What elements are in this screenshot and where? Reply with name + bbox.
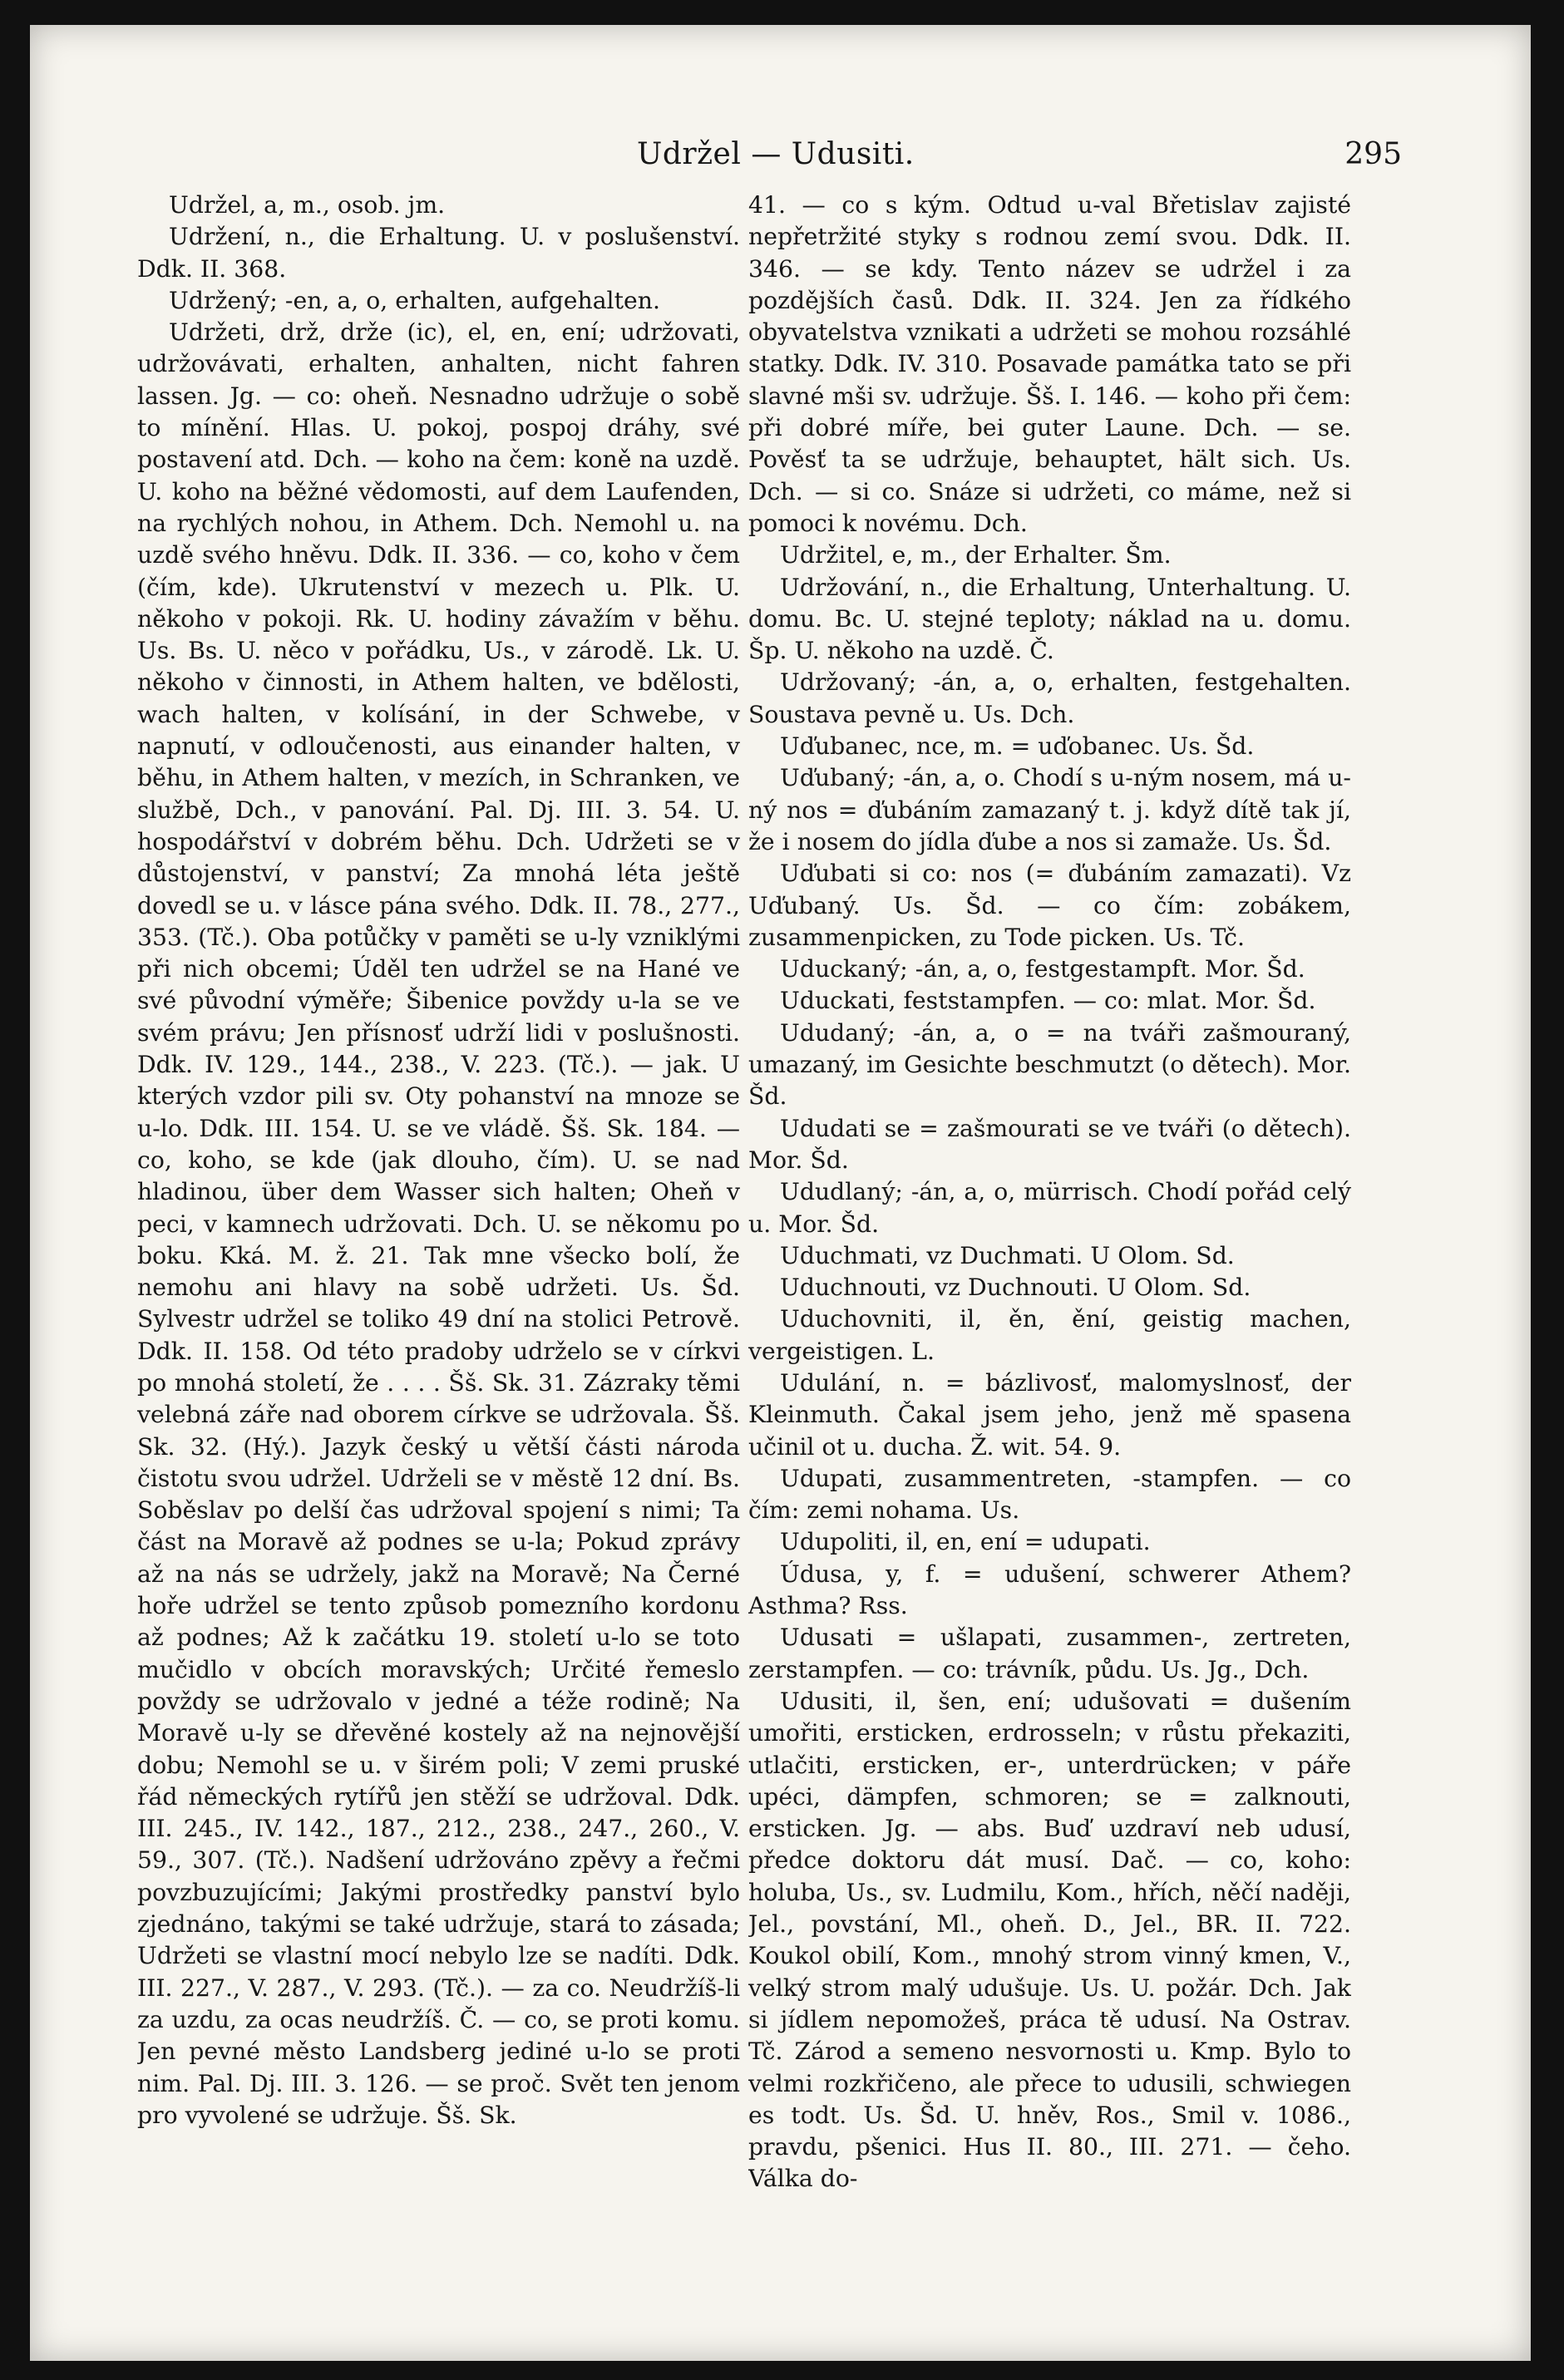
entry-udubany: Uďubaný; -án, a, o. Chodí s u-ným nosem, má u-ný nos = ďubáním zamazaný t. j. když dítě tak jí, že i nosem do jídla ďube a nos si zamaže. Us. Šd. — [748, 764, 1351, 855]
entry-udrzeti-continued: 41. — co s kým. Odtud u-val Břetislav zajisté nepřetržité styky s rodnou zemí svou. Ddk. II. 346. — se kdy. Tento název se udržel i za pozdějších časů. Ddk. II. 324. Jen za řídkého obyvatelstva vznikati a udržeti se mohou rozsáhlé statky. Ddk. IV. 310. Posavade památka tato se při slavné mši sv. udržuje. Šš. I. 146. — koho při čem: při dobré míře, bei guter Laune. Dch. — se. Pověsť ta se udržuje, behauptet, hält sich. Us. Dch. — si co. Snáze si udržeti, co máme, než si pomoci k novému. Dch. — [748, 191, 1351, 537]
entry-udubanec: Uďubanec, nce, m. = uďobanec. Us. Šd. — [780, 732, 1255, 761]
entry-udupoliti: Udupoliti, il, en, ení = udupati. — [780, 1528, 1151, 1556]
entry-uduchnouti: Uduchnouti, vz Duchnouti. U Olom. Sd. — [780, 1274, 1251, 1302]
page-title: Udržel — Udusiti. — [637, 137, 915, 171]
entry-udusiti: Udusiti, il, šen, ení; udušovati = dušením umořiti, ersticken, erdrosseln; v růstu překaziti, utlačiti, ersticken, er-, unterdrücken; v páře upéci, dämpfen, schmoren; se = zalknouti, ersticken. Jg. — abs. Buď uzdraví neb udusí, předce doktoru dát musí. Dač. — co, koho: holuba, Us., sv. Ludmilu, Kom., hřích, něčí naději, Jel., povstání, Ml., oheň. D., Jel., BR. II. 722. Koukol obilí, Kom., mnohý strom vinný kmen, V., velký strom malý udušuje. Us. U. požár. Dch. Jak si jídlem nepomožeš, práca tě udusí. Na Ostrav. Tč. Zárod a semeno nesvornosti u. Kmp. Bylo to velmi rozkřičeno, ale přece to udusili, schwiegen es todt. Us. Šd. U. hněv, Ros., Smil v. 1086., pravdu, pšenici. Hus II. 80., III. 271. — čeho. Válka do- — [748, 1687, 1351, 2193]
entry-udrzeny: Udržený; -en, a, o, erhalten, aufgehalten. — [169, 286, 660, 314]
entry-uduchovniti: Uduchovniti, il, ěn, ění, geistig machen, vergeistigen. L. — [748, 1305, 1351, 1365]
entry-udrzovani: Udržování, n., die Erhaltung, Unterhaltung. U. domu. Bc. U. stejné teploty; náklad na u. domu. Šp. U. někoho na uzdě. Č. — [748, 573, 1351, 665]
running-header — [155, 116, 1402, 183]
entry-udrzitel: Udržitel, e, m., der Erhalter. Šm. — [780, 541, 1172, 569]
entry-udusati: Udusati = ušlapati, zusammen-, zertreten, zerstampfen. — co: trávník, půdu. Us. Jg., Dch. — [748, 1624, 1351, 1683]
entry-udrzovany: Udržovaný; -án, a, o, erhalten, festgehalten. Soustava pevně u. Us. Dch. — [748, 668, 1351, 728]
entry-uduckany: Uduckaný; -án, a, o, festgestampft. Mor. Šd. — [780, 955, 1305, 983]
entry-udrzel: Udržel, a, m., osob. jm. — [169, 191, 446, 219]
entry-udusa: Údusa, y, f. = udušení, schwerer Athem? Asthma? Rss. — [748, 1560, 1351, 1620]
entry-ududati: Ududati se = zašmourati se ve tváři (o dětech). Mor. Šd. — [748, 1114, 1351, 1174]
entry-udrzeti: Udržeti, drž, drže (ic), el, en, ení; udržovati, udržovávati, erhalten, anhalten, nicht fahren lassen. Jg. — co: oheň. Nesnadno udržuje o sobě to mínění. Hlas. U. pokoj, pospoj dráhy, své postavení atd. Dch. — koho na čem: koně na uzdě. U. koho na běžné vědomosti, auf dem Laufenden, na rychlých nohou, in Athem. Dch. Nemohl u. na uzdě svého hněvu. Ddk. II. 336. — co, koho v čem (čím, kde). Ukrutenství v mezech u. Plk. U. někoho v pokoji. Rk. U. hodiny závažím v běhu. Us. Bs. U. něco v pořádku, Us., v zárodě. Lk. U. někoho v činnosti, in Athem halten, ve bdělosti, wach halten, v kolísání, in der Schwebe, v napnutí, v odloučenosti, aus einander halten, v běhu, in Athem halten, v mezích, in Schranken, ve službě, Dch., v panování. Pal. Dj. III. 3. 54. U. hospodářství v dobrém běhu. Dch. Udržeti se v důstojenství, v panství; Za mnohá léta ještě dovedl se u. v lásce pána svého. Ddk. II. 78., 277., 353. (Tč.). Oba potůčky v paměti se u-ly vzniklými při nich obcemi; Úděl ten udržel se na Hané ve své původní výměře; Šibenice povždy u-la se ve svém právu; Jen přísnosť udrží lidi v poslušnosti. Ddk. IV. 129., 144., 238., V. 223. (Tč.). — jak. U kterých vzdor pili sv. Oty pohanství na mnoze se u-lo. Ddk. III. 154. U. se ve vládě. Šš. Sk. 184. — co, koho, se kde (jak dlouho, čím). U. se nad hladinou, über dem Wasser sich halten; Oheň v peci, v kamnech udržovati. Dch. U. se někomu po boku. Kká. M. ž. 21. Tak mne všecko bolí, že nemohu ani hlavy na sobě udržeti. Us. Šd. Sylvestr udržel se toliko 49 dní na stolici Petrově. Ddk. II. 158. Od této pradoby udrželo se v církvi po mnohá století, že . . . . Šš. Sk. 31. Zázraky těmi velebná záře nad oborem církve se udržovala. Šš. Sk. 32. (Hý.). Jazyk český u větší části národa čistotu svou udržel. Udrželi se v městě 12 dní. Bs. Soběslav po delší čas udržoval spojení s nimi; Ta část na Moravě až podnes se u-la; Pokud zprávy až na nás se udržely, jakž na Moravě; Na Černé hoře udržel se tento způsob pomezního kordonu až podnes; Až k začátku 19. století u-lo se toto mučidlo v obcích moravských; Určité řemeslo povždy se udržovalo v jedné a téže rodině; Na Moravě u-ly se dřevěné kostely až na nejnovější dobu; Nemohl se u. v širém poli; V zemi pruské řád německých rytířů jen stěží se udržoval. Ddk. III. 245., IV. 142., 187., 212., 238., 247., 260., V. 59., 307. (Tč.). Nadšení udržováno zpěvy a řečmi povzbuzujícími; Jakými prostředky panství bylo zjednáno, takými se také udržuje, stará to zásada; Udržeti se vlastní mocí nebylo lze se nadíti. Ddk. III. 227., V. 287., V. 293. (Tč.). — za co. Neudržíš-li za uzdu, za ocas neudržíš. Č. — co, se proti komu. Jen pevné město Landsberg jediné u-lo se proti nim. Pal. Dj. III. 3. 126. — se proč. Svět ten jenom pro vyvolené se udržuje. Šš. Sk. — [137, 318, 740, 2129]
entry-ududlany: Ududlaný; -án, a, o, mürrisch. Chodí pořád celý u. Mor. Šd. — [748, 1178, 1351, 1238]
entry-udubati: Uďubati si co: nos (= ďubáním zamazati). Vz Uďubaný. Us. Šd. — co čím: zobákem, zusammenpicken, zu Tode picken. Us. Tč. — [748, 860, 1351, 951]
entry-ududany: Ududaný; -án, a, o = na tváři zašmouraný, umazaný, im Gesichte beschmutzt (o dětech). Mor. Šd. — [748, 1018, 1351, 1111]
left-column — [137, 190, 740, 2243]
entry-udulani: Udulání, n. = bázlivosť, malomyslnosť, der Kleinmuth. Čakal jsem jeho, jenž mě spasena učinil ot u. ducha. Ž. wit. 54. 9. — [748, 1368, 1351, 1461]
entry-uduckati: Uduckati, feststampfen. — co: mlat. Mor. Šd. — [780, 987, 1316, 1015]
page-number: 295 — [1344, 137, 1402, 171]
entry-udupati: Udupati, zusammentreten, -stampfen. — co čím: zemi nohama. Us. — [748, 1464, 1351, 1525]
entry-udrzeni: Udržení, n., die Erhaltung. U. v poslušenství. Ddk. II. 368. — [137, 223, 740, 283]
right-column — [748, 190, 1351, 2243]
entry-uduchmati: Uduchmati, vz Duchmati. U Olom. Sd. — [780, 1241, 1235, 1269]
